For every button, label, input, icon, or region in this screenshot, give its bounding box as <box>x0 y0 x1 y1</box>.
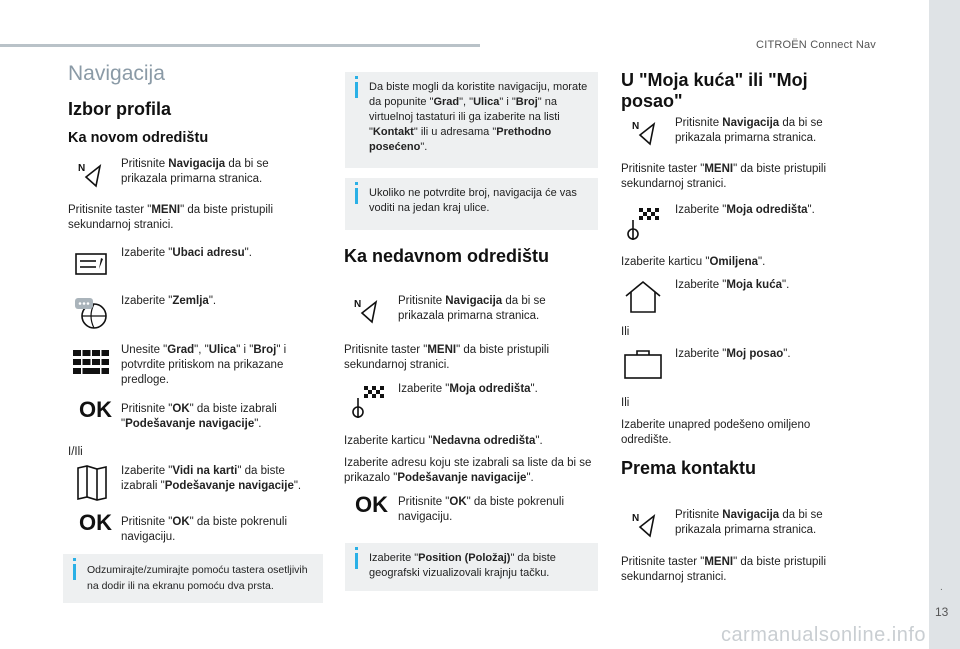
watermark: carmanualsonline.info <box>720 624 926 646</box>
briefcase-icon <box>623 348 663 380</box>
menu-instruction: Pritisnite taster "MENI" da biste pristupili sekundarnoj stranici. <box>621 163 827 190</box>
step-enter-address: Izaberite "Ubaci adresu". <box>121 247 252 259</box>
info-icon <box>73 564 76 580</box>
step-country: Izaberite "Zemlja". <box>121 295 217 307</box>
destinations-icon <box>350 384 386 420</box>
note-zoom: Odzumirajte/zumirajte pomoću tastera osetljivih na dodir ili na ekranu pomoću dva prsta. <box>63 554 323 603</box>
info-icon <box>355 553 358 569</box>
brand-header: CITROËN Connect Nav <box>756 39 876 51</box>
enter-address-icon <box>74 249 108 279</box>
svg-text:N: N <box>632 121 640 132</box>
info-icon <box>355 82 358 98</box>
step-my-destinations: Izaberite "Moja odredišta". <box>398 383 538 395</box>
section-title: Navigacija <box>68 62 165 85</box>
heading-profile: Izbor profila <box>68 99 171 119</box>
heading-new-destination: Ka novom odredištu <box>68 130 209 146</box>
info-icon <box>355 188 358 204</box>
step-press-navigation: Pritisnite Navigacija da bi se prikazala primarna stranica. <box>121 158 269 185</box>
svg-text:N: N <box>354 299 362 310</box>
navigation-icon <box>352 296 380 324</box>
ok-icon: OK <box>79 397 112 422</box>
step-ok-start: Pritisnite "OK" da biste pokrenuli navigaciju. <box>398 496 565 523</box>
step-my-home: Izaberite "Moja kuća". <box>675 279 790 291</box>
heading-home-work: U "Moja kuća" ili "Moj posao" <box>621 70 808 111</box>
menu-instruction: Pritisnite taster "MENI" da biste pristupili sekundarnoj stranici. <box>344 344 550 371</box>
tab-instruction: Izaberite karticu "Nedavna odredišta". <box>344 435 543 447</box>
step-press-navigation: Pritisnite Navigacija da bi se prikazala primarna stranica. <box>675 509 823 536</box>
note-position: Izaberite "Position (Položaj)" da biste geografski vizualizovali krajnju tačku. <box>345 543 598 591</box>
home-icon <box>623 280 663 314</box>
or-label: I/Ili <box>68 446 83 458</box>
preset-favorite-instruction: Izaberite unapred podešeno omiljeno odredište. <box>621 419 811 446</box>
select-address-instruction: Izaberite adresu koju ste izabrali sa liste da bi se prikazalo "Podešavanje navigacije". <box>344 457 592 484</box>
svg-text:N: N <box>78 163 86 174</box>
heading-recent-destination: Ka nedavnom odredištu <box>344 246 550 266</box>
page-number: 13 <box>935 605 949 619</box>
navigation-icon <box>76 160 104 188</box>
step-my-destinations: Izaberite "Moja odredišta". <box>675 204 815 216</box>
note-fill-address: Da biste mogli da koristite navigaciju, morate da popunite "Grad", "Ulica" i "Broj" na virtuelnoj tastaturi ili ga izaberite na listi "Kontakt" ili u adresama "Prethodno posećeno". <box>345 72 598 168</box>
keyboard-icon <box>73 350 109 374</box>
ok-icon: OK <box>355 492 388 517</box>
side-strip <box>929 0 960 649</box>
navigation-icon <box>630 118 658 146</box>
step-my-work: Izaberite "Moj posao". <box>675 348 791 360</box>
note-number: Ukoliko ne potvrdite broj, navigacija će vas voditi na jedan kraj ulice. <box>345 178 598 230</box>
step-press-navigation: Pritisnite Navigacija da bi se prikazala primarna stranica. <box>398 295 546 322</box>
heading-contact: Prema kontaktu <box>621 458 757 478</box>
header-rule <box>0 44 480 47</box>
or-label: Ili <box>621 326 630 338</box>
menu-instruction: Pritisnite taster "MENI" da biste pristupili sekundarnoj stranici. <box>68 204 274 231</box>
ok-icon: OK <box>79 510 112 535</box>
country-globe-icon <box>74 296 108 330</box>
step-ok-settings: Pritisnite "OK" da biste izabrali "Podešavanje navigacije". <box>121 403 277 430</box>
continued-marker: . <box>940 582 943 593</box>
step-ok-start: Pritisnite "OK" da biste pokrenuli navigaciju. <box>121 516 288 543</box>
step-view-map: Izaberite "Vidi na karti" da biste izabrali "Podešavanje navigacije". <box>121 465 302 492</box>
svg-text:N: N <box>632 513 640 524</box>
step-press-navigation: Pritisnite Navigacija da bi se prikazala primarna stranica. <box>675 117 823 144</box>
navigation-icon <box>630 510 658 538</box>
destinations-icon <box>625 206 661 242</box>
step-city-street-number: Unesite "Grad", "Ulica" i "Broj" i potvrdite pritiskom na prikazane predloge. <box>121 344 287 386</box>
map-icon <box>76 465 108 501</box>
tab-favorites-instruction: Izaberite karticu "Omiljena". <box>621 256 766 268</box>
menu-instruction: Pritisnite taster "MENI" da biste pristupili sekundarnoj stranici. <box>621 556 827 583</box>
or-label: Ili <box>621 397 630 409</box>
